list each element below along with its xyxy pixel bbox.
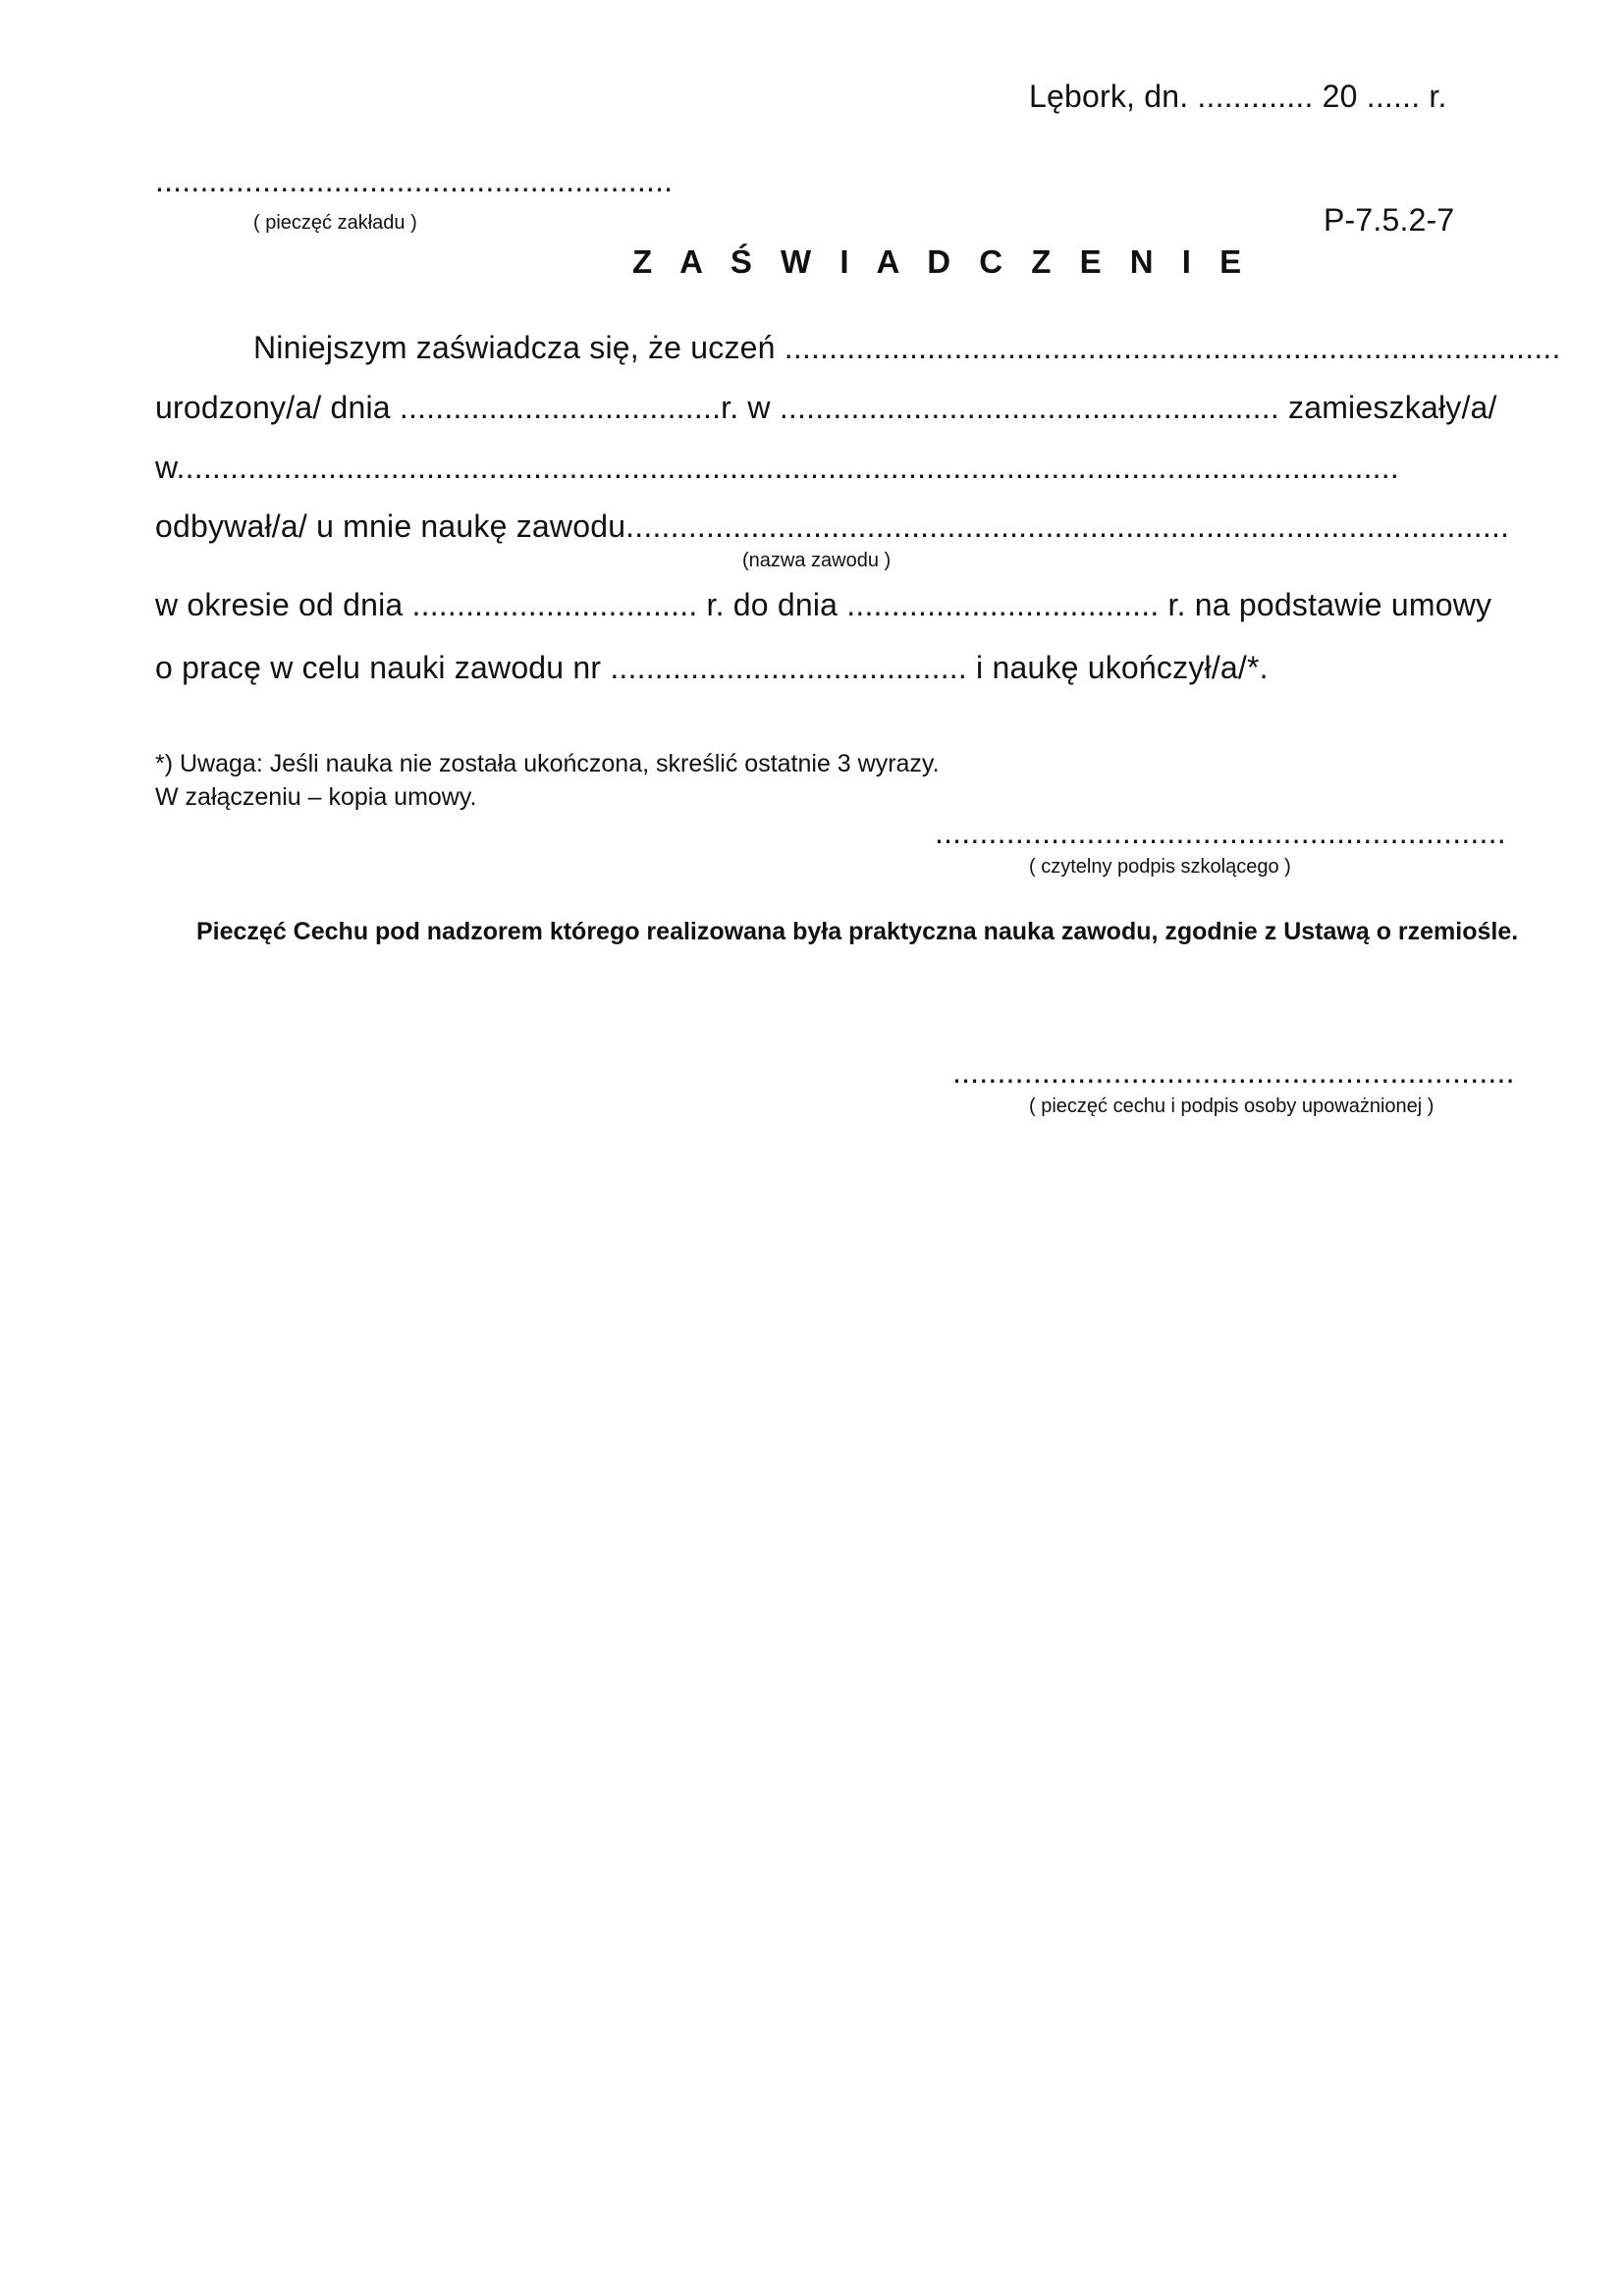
trainer-signature-caption: ( czytelny podpis szkolącego ) (1029, 856, 1291, 878)
place-date: Lębork, dn. ............. 20 ...... r. (1029, 79, 1447, 114)
trainer-signature-dots: ................................................................ (935, 815, 1506, 850)
body-line-2: urodzony/a/ dnia ....................................r. w ........................................................ zamieszkały/a/ (155, 390, 1497, 425)
document-code: P-7.5.2-7 (1324, 202, 1455, 238)
document-title: Z A Ś W I A D C Z E N I E (632, 243, 1252, 280)
guild-signature-caption: ( pieczęć cechu i podpis osoby upoważnionej ) (1029, 1095, 1435, 1117)
guild-signature-dots: ............................................................... (952, 1054, 1515, 1090)
body-line-6: o pracę w celu nauki zawodu nr ........................................ i naukę ukończył/a/*. (155, 650, 1269, 685)
footnote-attachment: W załączeniu – kopia umowy. (155, 783, 477, 811)
stamp-caption: ( pieczęć zakładu ) (253, 212, 417, 234)
profession-caption: (nazwa zawodu ) (742, 550, 892, 571)
body-line-5: w okresie od dnia ................................ r. do dnia ................................... r. na podstawie umowy (155, 587, 1492, 622)
body-line-1: Niniejszym zaświadcza się, że uczeń ....................................................................................... (253, 330, 1561, 365)
footnote-warning: *) Uwaga: Jeśli nauka nie została ukończona, skreślić ostatnie 3 wyrazy. (155, 750, 940, 777)
body-line-4: odbywał/a/ u mnie naukę zawodu................................................................................................... (155, 508, 1510, 544)
body-line-3: w......................................................................................................................................... (155, 450, 1399, 485)
stamp-dots: .......................................................... (155, 163, 674, 198)
guild-stamp-note: Pieczęć Cechu pod nadzorem którego realizowana była praktyczna nauka zawodu, zgodnie z Ustawą o rzemiośle. (196, 918, 1519, 945)
